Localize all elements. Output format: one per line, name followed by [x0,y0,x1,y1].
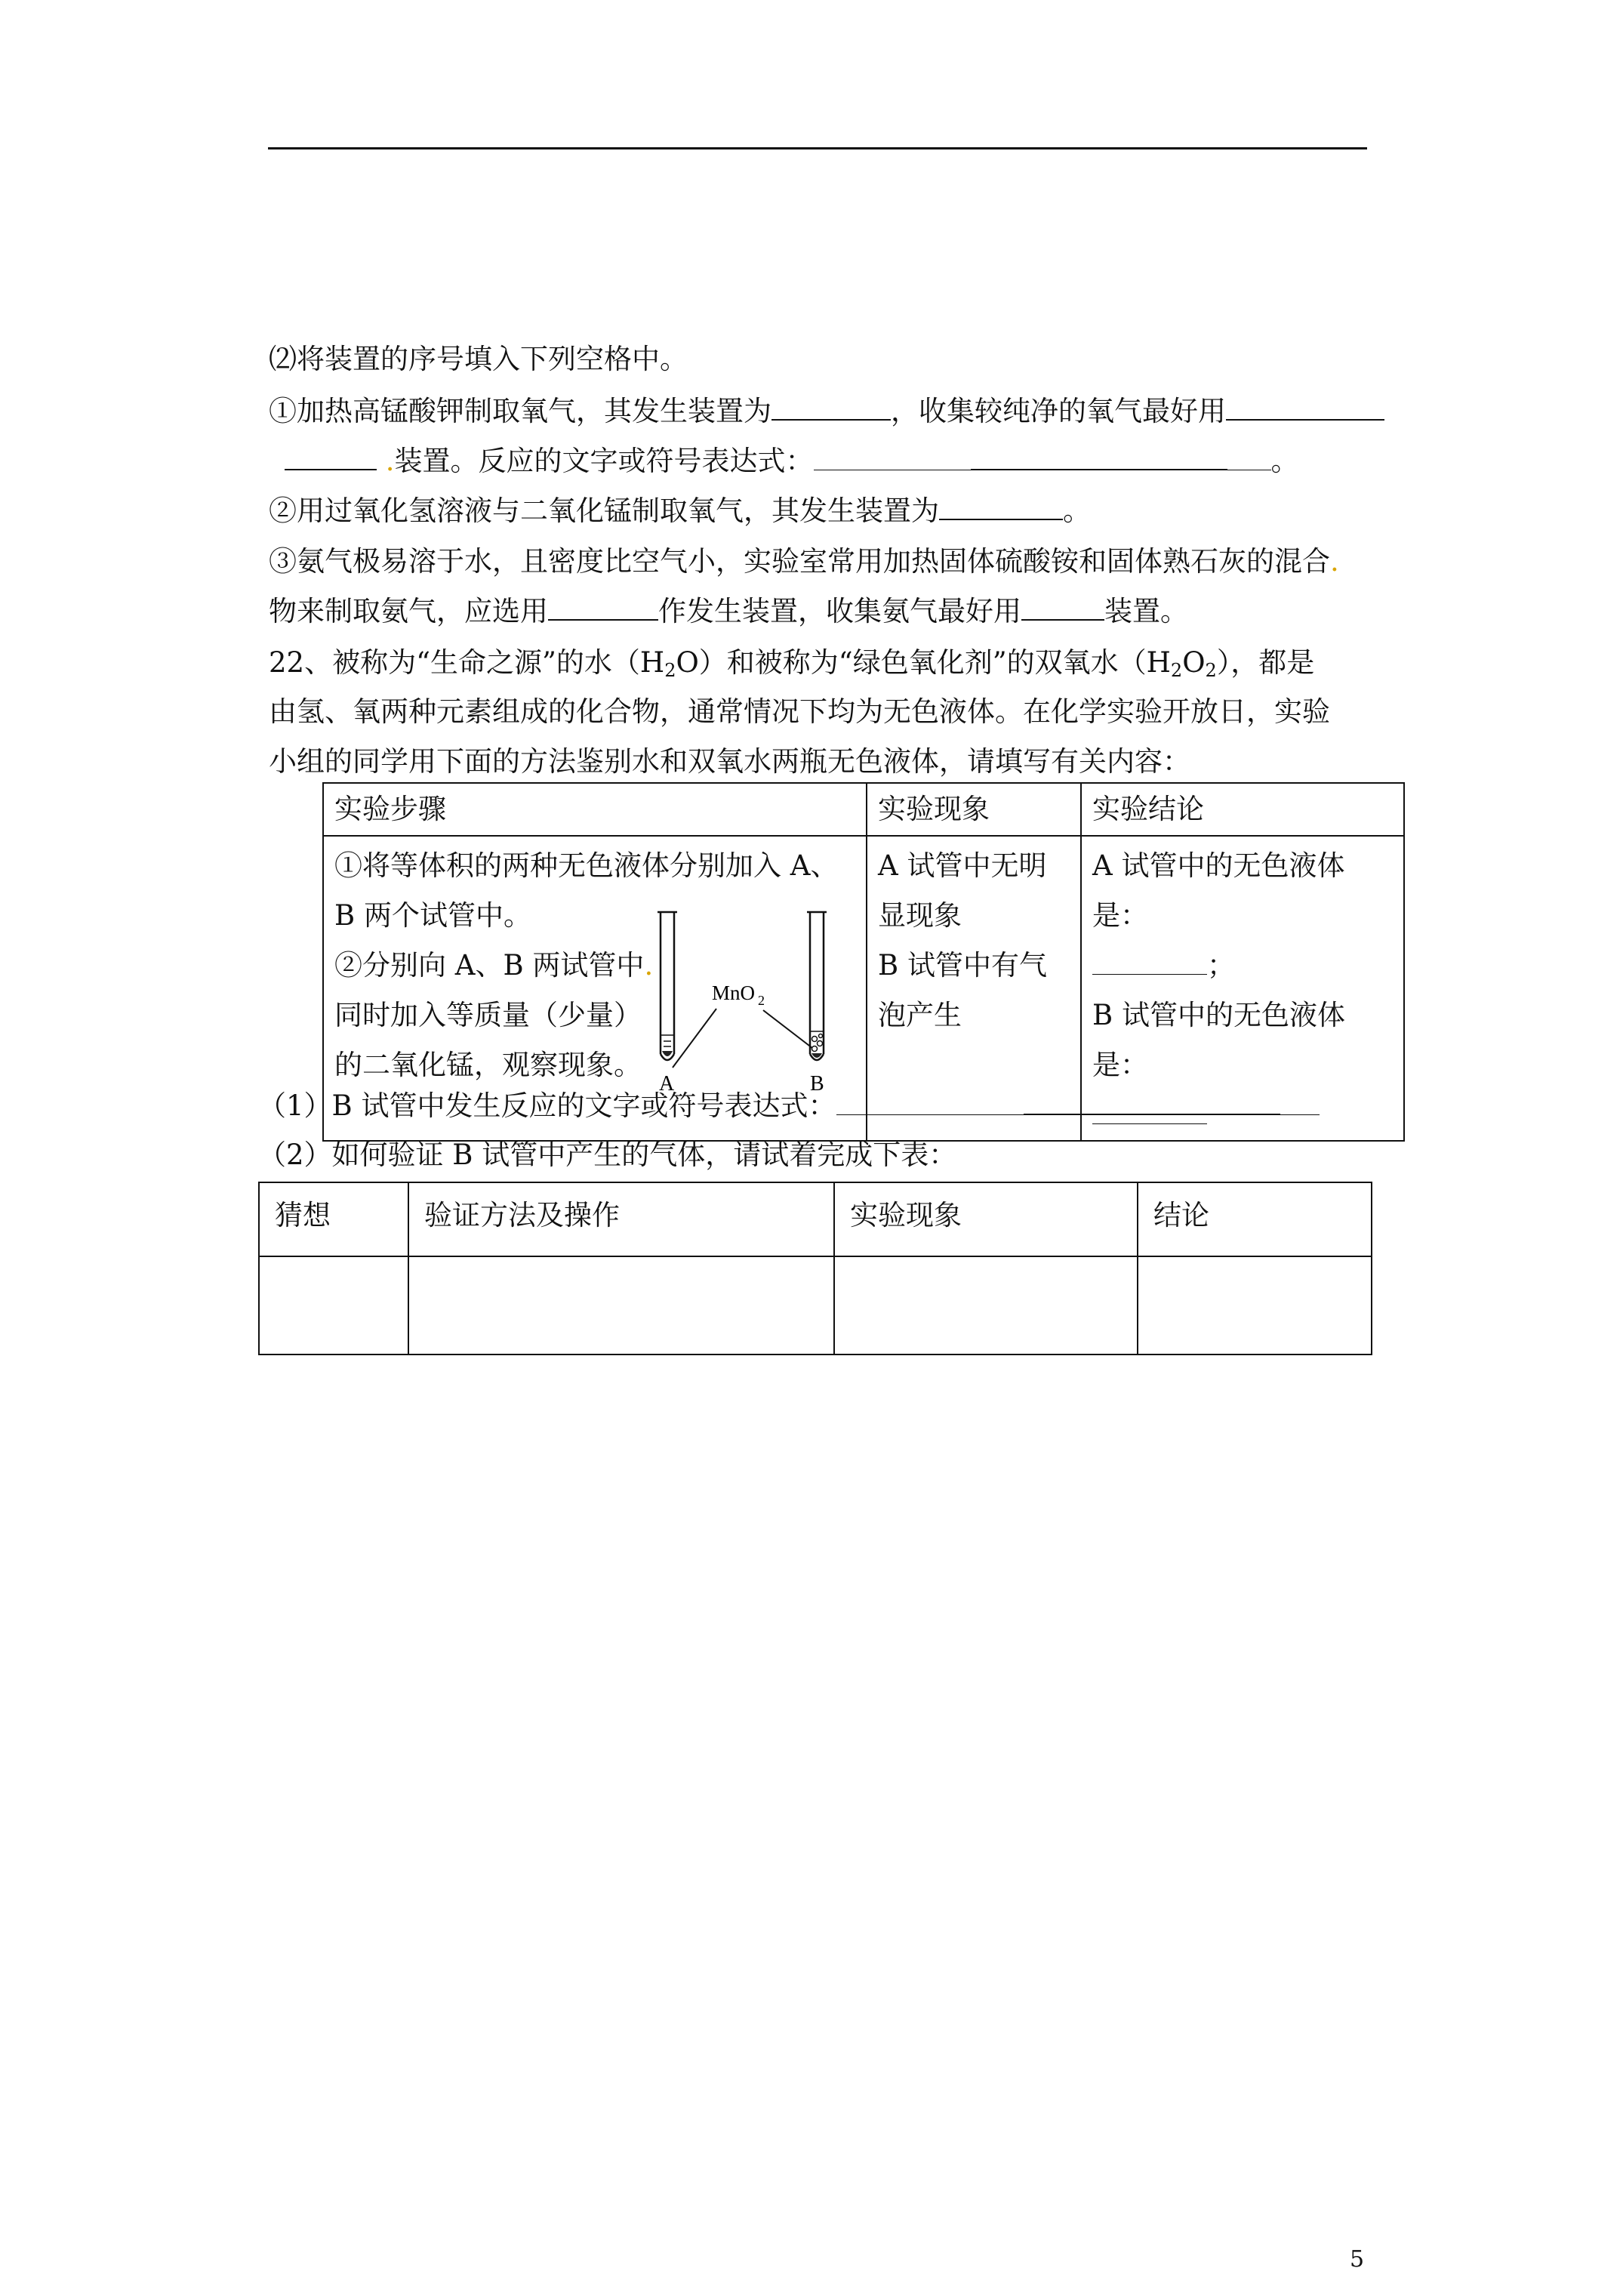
blank-q1-expression-c[interactable] [1227,445,1271,470]
blank-q1-generator[interactable] [771,395,891,421]
pointer-line-b [763,1010,812,1048]
mno2-subscript: 2 [758,993,765,1008]
q22-line3: 小组的同学用下面的方法鉴别水和双氧水两瓶无色液体，请填写有关内容： [269,745,1190,778]
p2-q3-text-a: 物来制取氨气，应选用 [269,595,548,627]
p2-q2-line [269,495,1091,528]
blank-b-expression-b[interactable] [1024,1089,1280,1115]
q22-sub2-line: （2）如何验证 B 试管中产生的气体，请试着完成下表： [258,1139,957,1171]
phenomenon-line-3: B 试管中有气 [878,949,1047,982]
blank-b-expression-c[interactable] [1280,1090,1320,1115]
q22-text-c: O [1182,646,1206,679]
dot-mark: . [644,949,654,982]
p2-q3-line1 [269,545,1339,578]
blank-q1-collector-part1[interactable] [1226,395,1384,421]
blank-q1-expression-a[interactable] [814,445,971,470]
mno2-label: MnO [712,982,756,1004]
conclusion-line-1: A 试管中的无色液体是： [1092,849,1345,932]
test-tube-b-icon [807,912,827,1060]
p2-q2-end: 。 [1063,495,1091,527]
step-line-5: 的二氧化锰，观察现象。 [334,1049,642,1081]
cell-phenomenon-answer[interactable] [834,1256,1138,1354]
p2-intro: ⑵将装置的序号填入下列空格中。 [269,343,688,375]
page-number: 5 [1350,2246,1365,2273]
conclusion-line-2 [1092,941,1393,991]
p2-q3-text-c: 装置。 [1104,595,1188,627]
p2-q2-text: ②用过氧化氢溶液与二氧化锰制取氧气，其发生装置为 [269,495,939,527]
header-method: 验证方法及操作 [408,1182,834,1256]
verification-table [258,1182,1372,1355]
experiment-table [322,782,1405,1142]
blank-conclusion-a[interactable] [1092,950,1207,975]
p2-q1-end: 。 [1270,445,1299,477]
dot-mark: . [1330,545,1339,578]
q22-sub3: 2 [1205,660,1217,681]
header-result: 结论 [1138,1182,1372,1256]
step-line-1: ①将等体积的两种无色液体分别加入 A、 [334,849,839,882]
phenomenon-line-2: 显现象 [878,899,962,932]
step-line-3-text: ②分别向 A、B 两试管中 [334,949,645,982]
blank-q2-generator[interactable] [939,495,1063,520]
pointer-line-a [673,1009,716,1068]
header-rule [268,147,1367,149]
q22-sub2: 2 [1170,660,1183,681]
header-hypothesis: 猜想 [259,1182,408,1256]
tube-a-label: A [659,1072,675,1096]
q22-line2: 由氢、氧两种元素组成的化合物，通常情况下均为无色液体。在化学实验开放日，实验 [269,695,1330,728]
blank-b-expression-a[interactable] [836,1090,1024,1115]
phenomenon-line-1: A 试管中无明 [878,849,1047,882]
cell-method-answer[interactable] [408,1256,834,1354]
blank-q3-generator[interactable] [548,595,658,621]
p2-q1-line2 [269,445,1299,478]
q22-sub1: 2 [664,660,676,681]
p2-q1-text-c: 装置。反应的文字或符号表达式： [394,445,814,477]
header-conclusion: 实验结论 [1081,783,1404,836]
header-steps: 实验步骤 [323,783,867,836]
q22-text-d: ），都是 [1216,646,1315,679]
test-tube-figure [650,903,846,1107]
q22-sub1-line [258,1089,1320,1123]
p2-q3-text-1: ③氨气极易溶于水，且密度比空气小，实验室常用加热固体硫酸铵和固体熟石灰的混合 [269,545,1330,578]
header-phenomena: 实验现象 [867,783,1081,836]
cell-hypothesis-answer[interactable] [259,1256,408,1354]
dot-mark: . [385,445,395,477]
tube-b-label: B [810,1072,824,1096]
p2-q1-text-b: ，收集较纯净的氧气最好用 [891,395,1226,427]
test-tube-a-icon [658,912,677,1060]
q22-text-a: 22、被称为“生命之源”的水（H [269,646,665,679]
p2-q1-text-a: ①加热高锰酸钾制取氧气，其发生装置为 [269,395,771,427]
q22-sub1-text: （1）B 试管中发生反应的文字或符号表达式： [258,1089,836,1122]
header-phenomenon: 实验现象 [834,1182,1138,1256]
blank-q3-collector[interactable] [1021,595,1104,621]
p2-q1-line1 [269,395,1384,428]
q22-text-b: O）和被称为“绿色氧化剂”的双氧水（H [676,646,1171,679]
blank-q1-expression-b[interactable] [971,445,1227,470]
conclusion-semicolon: ； [1207,949,1235,982]
q22-line1 [269,646,1314,687]
cell-result-answer[interactable] [1138,1256,1372,1354]
p2-q3-text-b: 作发生装置，收集氨气最好用 [658,595,1021,627]
blank-q1-collector-part2[interactable] [285,445,377,470]
step-line-4: 同时加入等质量（少量） [334,999,642,1031]
conclusion-line-3: B 试管中的无色液体是： [1092,999,1345,1081]
phenomenon-line-4: 泡产生 [878,999,962,1031]
step-line-2: B 两个试管中。 [334,899,531,932]
p2-q3-line2 [269,595,1188,628]
